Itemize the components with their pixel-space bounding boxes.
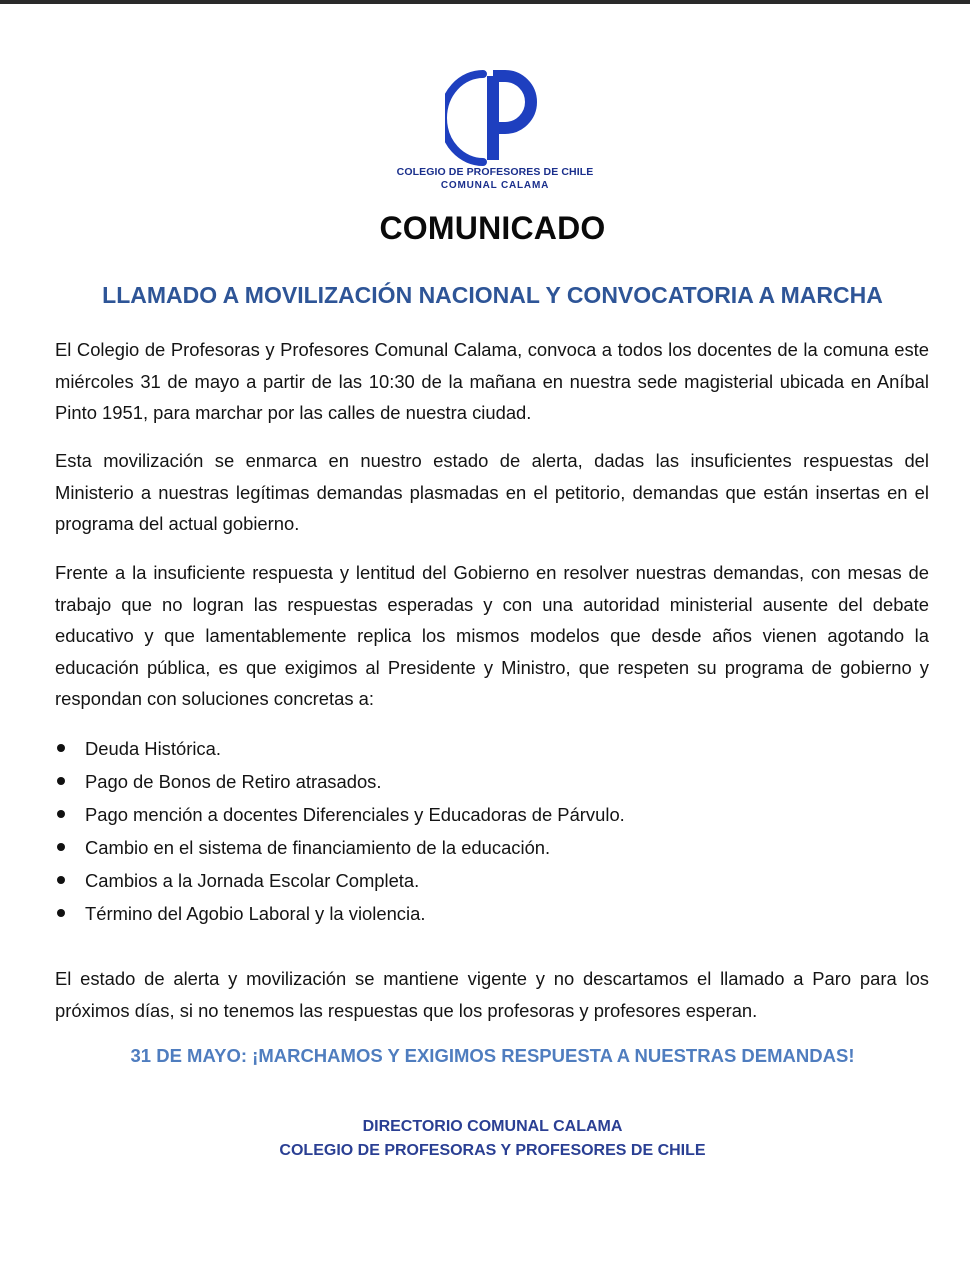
demand-item — [55, 798, 625, 831]
demands-list — [55, 732, 625, 930]
logo-org-name: COLEGIO DE PROFESORES DE CHILE — [396, 166, 594, 178]
paragraph-alert-status: El estado de alerta y movilización se mantiene vigente y no descartamos el llamado a Paro para los próximos días, si no tenemos las respuestas que los profesoras y profesores esperan. — [55, 968, 929, 1021]
top-border — [0, 0, 970, 4]
document-headline: LLAMADO A MOVILIZACIÓN NACIONAL Y CONVOCATORIA A MARCHA — [102, 282, 883, 308]
bullet-icon — [57, 876, 65, 884]
demand-text: Pago mención a docentes Diferenciales y Educadoras de Párvulo. — [85, 804, 625, 825]
bullet-icon — [57, 777, 65, 785]
paragraph-demands-intro: Frente a la insuficiente respuesta y lentitud del Gobierno en resolver nuestras demandas, con mesas de trabajo que no logran las respuestas esperadas y con una autoridad ministerial ausente del debate educativo y que lamentablemente replica los mismos modelos que desde años vienen agotando la educación pública, es que exigimos al Presidente y Ministro, que respeten su programa de gobierno y respondan con soluciones concretas a: — [55, 562, 929, 709]
demand-item — [55, 831, 625, 864]
demand-text: Cambios a la Jornada Escolar Completa. — [85, 870, 420, 891]
signature-directorio: DIRECTORIO COMUNAL CALAMA — [362, 1118, 623, 1135]
colegio-profesores-logo-icon — [445, 66, 545, 168]
paragraph-context: Esta movilización se enmarca en nuestro estado de alerta, dadas las insuficientes respuestas del Ministerio a nuestras legítimas demandas plasmadas en el petitorio, demandas que están insertas en el programa del actual gobierno. — [55, 450, 929, 534]
demand-item — [55, 765, 625, 798]
bullet-icon — [57, 810, 65, 818]
paragraph-convocation: El Colegio de Profesoras y Profesores Comunal Calama, convoca a todos los docentes de la comuna este miércoles 31 de mayo a partir de las 10:30 de la mañana en nuestra sede magisterial ubicada en Aníbal Pinto 1951, para marchar por las calles de nuestra ciudad. — [55, 339, 929, 423]
bullet-icon — [57, 744, 65, 752]
bullet-icon — [57, 843, 65, 851]
demand-text: Término del Agobio Laboral y la violencia. — [85, 903, 426, 924]
closing-slogan: 31 DE MAYO: ¡MARCHAMOS Y EXIGIMOS RESPUESTA A NUESTRAS DEMANDAS! — [130, 1045, 855, 1066]
document-title: COMUNICADO — [379, 210, 606, 246]
demand-item — [55, 897, 625, 930]
bullet-icon — [57, 909, 65, 917]
demand-item — [55, 732, 625, 765]
demand-text: Pago de Bonos de Retiro atrasados. — [85, 771, 382, 792]
signature-colegio: COLEGIO DE PROFESORAS Y PROFESORES DE CHILE — [279, 1142, 706, 1159]
logo-org-branch: COMUNAL CALAMA — [440, 180, 550, 191]
demand-text: Cambio en el sistema de financiamiento de la educación. — [85, 837, 551, 858]
demand-item — [55, 864, 625, 897]
demand-text: Deuda Histórica. — [85, 738, 221, 759]
